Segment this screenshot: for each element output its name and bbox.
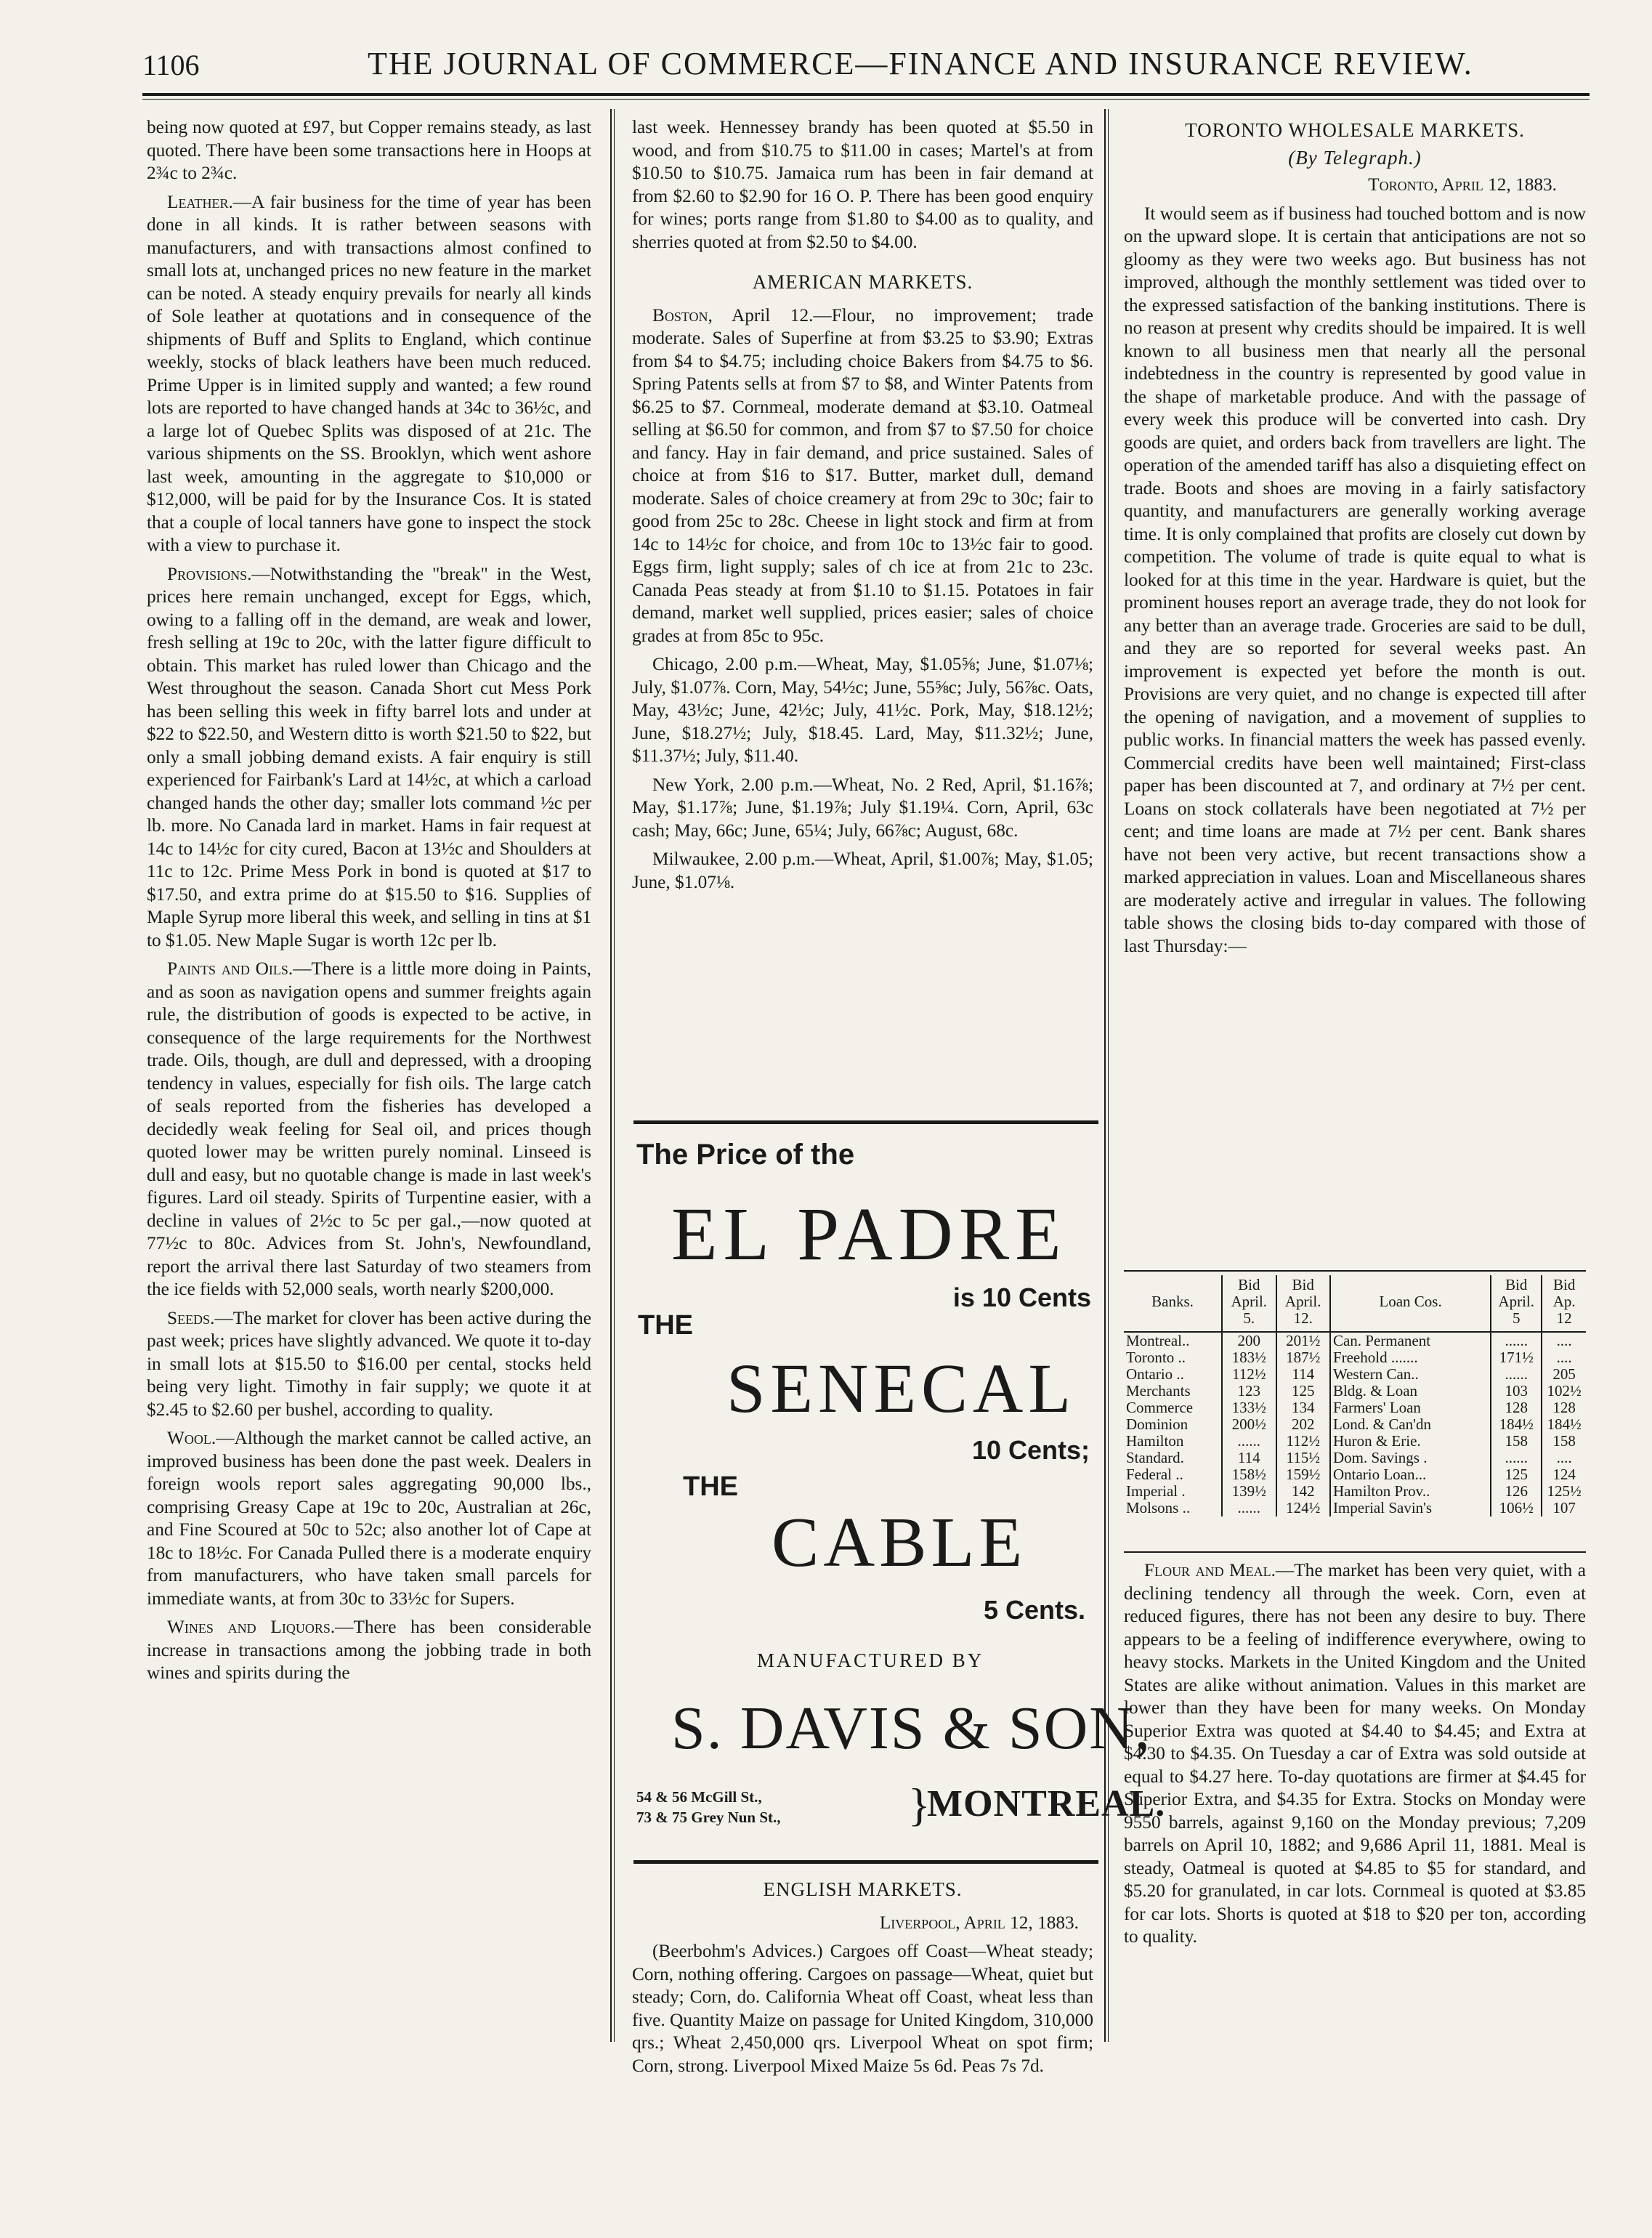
toronto-text: It would seem as if business had touched bottom and is now on the upward slope. It is certain that anticipations are not so gloomy as they were two weeks ago. But business has not improved, although the monthly settlement was tided over to the expressed satisfaction of the banking institutions. There is no reason at present why credits should be impaired. It is well known to all business men that nearly all the personal indebtedness in the country is represented by good value in the shape of marketable produce. And with the passage of every week this produce will be converted into cash. Dry goods are quiet, and orders back from travellers are light. The operation of the amended tariff has also a disquieting effect on trade. Boots and shoes are moving in a fairly satisfactory quantity, and manufacturers are generally working average time. It is only complained that profits are closely cut down by competition. The volume of trade is quite equal to what is looked for at this time in the year. Hardware is quiet, but the prominent houses report an average trade, they do not look for any better than an average trade. Groceries are said to be dull, and they are so reported for several weeks past. An improvement is expected yet before the month is out. Provisions are very quiet, and no change is expected till after the opening of navigation, and a movement of supplies to public works. In financial matters the week has passed evenly. Commercial credits have been well maintained; First-class paper has been discounted at 7, and ordinary at 7½ per cent. Loans on stock collaterals have been negotiated at 7½ per cent; and time loans are made at 7½ per cent. Bank shares have not been very active, but recent transactions show a marked appreciation in values. Loan and Miscellaneous shares are moderately active and irregular in values. The following table shows the closing bids to-day compared with those of last Thursday:— — [1124, 203, 1586, 956]
table-cell: 112½ — [1276, 1433, 1330, 1450]
table-cell: 142 — [1276, 1483, 1330, 1500]
table-cell: 133½ — [1222, 1399, 1276, 1416]
table-cell: 205 — [1542, 1366, 1586, 1383]
ad-address-line-1: 54 & 56 McGill St., — [636, 1788, 762, 1806]
table-row — [1124, 1433, 1586, 1450]
table-cell: Hamilton — [1126, 1433, 1184, 1450]
table-row — [1124, 1500, 1586, 1516]
copper-paragraph: being now quoted at £97, but Copper remains steady, as last quoted. There have been some transactions here in Hoops at 2¾c to 2¾c. — [147, 117, 591, 183]
ad-the: THE — [683, 1471, 738, 1502]
ad-brand-senecal: SENECAL — [726, 1349, 1076, 1427]
table-cell: 102½ — [1542, 1383, 1586, 1399]
table-cell: .... — [1542, 1349, 1586, 1366]
table-cell: Commerce — [1126, 1399, 1194, 1416]
wines-paragraph — [147, 1616, 591, 1685]
table-cell: 202 — [1276, 1416, 1330, 1433]
ad-brand-cable: CABLE — [772, 1503, 1027, 1582]
header-rule-thick — [142, 93, 1590, 96]
table-cell: 158 — [1491, 1433, 1542, 1450]
provisions-paragraph — [147, 563, 591, 953]
table-row — [1124, 1332, 1586, 1349]
table-cell: 184½ — [1491, 1416, 1542, 1433]
english-markets-text: (Beerbohm's Advices.) Cargoes off Coast—Wheat steady; Corn, nothing offering. Cargoes on passage—Wheat, quiet but steady; Corn, do. California Wheat off Coast, wheat less than five. Quantity Maize on passage for United Kingdom, 310,000 qrs.; Wheat 2,450,000 qrs. Liverpool Wheat on spot firm; Corn, strong. Liverpool Mixed Maize 5s 6d. Peas 7s 7d. — [632, 1941, 1093, 2076]
table-cell: Dom. Savings . — [1330, 1450, 1491, 1466]
table-cell: 106½ — [1491, 1500, 1542, 1516]
table-cell: Ontario Loan... — [1330, 1466, 1491, 1483]
page-number: 1106 — [142, 49, 200, 81]
section-label: Provisions. — [167, 563, 252, 584]
city-label: Boston, — [652, 304, 713, 326]
section-label: Flour and Meal. — [1144, 1560, 1276, 1580]
table-body — [1124, 1332, 1586, 1516]
table-cell: Western Can.. — [1330, 1366, 1491, 1383]
wool-paragraph — [147, 1427, 591, 1610]
table-cell: 123 — [1222, 1383, 1276, 1399]
table-cell: 125 — [1276, 1383, 1330, 1399]
toronto-subheading: (By Telegraph.) — [1288, 146, 1422, 169]
table-row — [1124, 1483, 1586, 1500]
table-cell: ...... — [1491, 1366, 1542, 1383]
table-rule-bottom — [1124, 1551, 1586, 1553]
table-cell: ...... — [1222, 1433, 1276, 1450]
table-cell: 158 — [1542, 1433, 1586, 1450]
column-3 — [1124, 116, 1586, 964]
table-cell: ...... — [1222, 1500, 1276, 1516]
leather-paragraph — [147, 191, 591, 557]
column-rule-left — [610, 109, 612, 2042]
section-text: —A fair business for the time of year has been done in all kinds. It is rather between seasons with manufacturers, and with transactions almost confined to small lots at, unchanged prices no new feature in the market can be noted. A steady enquiry prevails for nearly all kinds of Sole leather at quotations and in consequence of the shipments of Buff and Splits to England, which continue weekly, stocks of black leathers have been much reduced. Prime Upper is in limited supply and wanted; a few round lots are reported to have changed hands at 34c to 36½c, and a large lot of Quebec Splits was disposed of at 21c. The various shipments on the SS. Brooklyn, which went ashore last week, amounting in the aggregate to $10,000 or $12,000, will be paid for by the Insurance Cos. It is stated that a couple of local tanners have gone to inspect the stock with a view to purchase it. — [147, 191, 591, 555]
header-bid-apr12-loan: Bid Ap. 12 — [1542, 1275, 1586, 1332]
ad-rule-bottom — [633, 1860, 1098, 1864]
table-cell: 125½ — [1542, 1483, 1586, 1500]
table-cell: 201½ — [1276, 1332, 1330, 1349]
table-cell: 126 — [1491, 1483, 1542, 1500]
table-cell: Molsons .. — [1126, 1500, 1191, 1516]
table-cell: Huron & Erie. — [1330, 1433, 1491, 1450]
section-label: Leather. — [167, 191, 233, 212]
dateline-text: Toronto, April 12, 1883. — [1368, 174, 1557, 195]
table-cell: 124 — [1542, 1466, 1586, 1483]
table-header-row — [1124, 1275, 1586, 1332]
table-cell: 124½ — [1276, 1500, 1330, 1516]
table-cell: 183½ — [1222, 1349, 1276, 1366]
section-label: Seeds. — [167, 1307, 215, 1328]
section-label: Wool. — [167, 1428, 216, 1448]
american-markets-heading: AMERICAN MARKETS. — [752, 271, 973, 293]
header-banks: Banks. — [1124, 1275, 1222, 1332]
table-row — [1124, 1450, 1586, 1466]
ad-brace: } — [908, 1779, 931, 1830]
table-cell: ...... — [1491, 1450, 1542, 1466]
header-rule-thin — [142, 99, 1590, 100]
seeds-paragraph — [147, 1307, 591, 1422]
table-cell: 128 — [1491, 1399, 1542, 1416]
table-cell: 112½ — [1222, 1366, 1276, 1383]
table-cell: 200 — [1222, 1332, 1276, 1349]
table-cell: .... — [1542, 1450, 1586, 1466]
toronto-heading: TORONTO WHOLESALE MARKETS. — [1185, 119, 1525, 141]
table-cell: Ontario .. — [1126, 1366, 1184, 1383]
table-cell: 103 — [1491, 1383, 1542, 1399]
page-header — [142, 45, 1501, 89]
ad-city: MONTREAL. — [927, 1783, 1166, 1825]
section-text: —There has been considerable increase in transactions among the jobbing trade in both wines and spirits during the — [147, 1617, 591, 1683]
flour-and-meal — [1124, 1559, 1586, 1955]
table-cell: .... — [1542, 1332, 1586, 1349]
section-label: Paints and Oils. — [167, 958, 293, 979]
table-cell: 115½ — [1276, 1450, 1330, 1466]
header-loan-cos: Loan Cos. — [1330, 1275, 1491, 1332]
table-cell: 158½ — [1222, 1466, 1276, 1483]
table-cell: Merchants — [1126, 1383, 1191, 1399]
table-cell: Montreal.. — [1126, 1332, 1190, 1349]
ad-brand-el-padre: EL PADRE — [671, 1192, 1067, 1276]
wines-continued-paragraph: last week. Hennessey brandy has been quoted at $5.50 in wood, and from $10.75 to $11.00 in cases; Martel's at from $10.50 to $10.75. Jamaica rum has been in fair demand at from $2.60 to $2.90 for 16 O. P. There has been good enquiry for wines; ports range from $1.80 to $4.00 as to quality, and sherries quoted at from $2.50 to $4.00. — [632, 117, 1093, 252]
ad-address-line-2: 73 & 75 Grey Nun St., — [636, 1809, 781, 1826]
section-label: Wines and Liquors. — [167, 1617, 336, 1637]
paints-paragraph — [147, 958, 591, 1301]
milwaukee-paragraph: Milwaukee, 2.00 p.m.—Wheat, April, $1.00⅞; May, $1.05; June, $1.07⅛. — [632, 849, 1093, 892]
ad-maker: S. DAVIS & SON, — [671, 1694, 1151, 1762]
column-rule-left-2 — [614, 109, 615, 2042]
table-row — [1124, 1383, 1586, 1399]
header-bid-apr12: Bid April. 12. — [1276, 1275, 1330, 1332]
toronto-dateline — [1124, 174, 1586, 197]
english-markets-heading: ENGLISH MARKETS. — [763, 1878, 963, 1900]
bank-shares-table — [1124, 1275, 1586, 1516]
table-cell: 114 — [1222, 1450, 1276, 1466]
journal-title: THE JOURNAL OF COMMERCE—FINANCE AND INSURANCE REVIEW. — [368, 46, 1473, 81]
english-markets — [632, 1878, 1093, 2083]
table-row — [1124, 1416, 1586, 1433]
boston-text: April 12.—Flour, no improvement; trade moderate. Sales of Superfine at from $3.25 to $3.90; Extras from $4 to $4.75; including choice Bakers from $4.75 to $6. Spring Patents sells at from $7 to $8, and Winter Patents from $6.25 to $7. Cornmeal, moderate demand at $3.10. Oatmeal selling at $6.50 for common, and from $7 to $7.50 for choice and fancy. Hay in fair demand, and price sustained. Sales of choice at from $16 to $17. Butter, market dull, demand moderate. Sales of choice creamery at from 29c to 30c; fair to good from 25c to 28c. Cheese in light stock and firm at from 14c to 14½c for choice, and from 10c to 13½c fair to good. Eggs firm, light supply; sales of ch ice at from 21c to 23c. Canada Peas steady at from $1.10 to $1.15. Potatoes in fair demand, market well supplied, prices easier; sales of choice grades at from 85c to 95c. — [632, 304, 1093, 646]
english-dateline — [632, 1912, 1093, 1935]
table-cell: 125 — [1491, 1466, 1542, 1483]
table-cell: Hamilton Prov.. — [1330, 1483, 1491, 1500]
table-cell: 134 — [1276, 1399, 1330, 1416]
ad-price-of-the: The Price of the — [636, 1139, 855, 1171]
table-cell: Toronto .. — [1126, 1349, 1186, 1366]
ad-the: THE — [638, 1310, 693, 1341]
ad-manufactured-by: MANUFACTURED BY — [757, 1649, 984, 1671]
flour-paragraph — [1124, 1559, 1586, 1949]
section-text: —The market has been very quiet, with a declining tendency all through the week. Corn, even at reduced figures, there has not been any desire to buy. There appears to be a feeling of indifference everywhere, owing to heavy stocks. Markets in the United Kingdom and the United States are alike without animation. Values in this market are lower than they have been for many weeks. On Monday Superior Extra was quoted at $4.40 to $4.45; and Extra at $4.30 to $4.35. On Tuesday a car of Extra was sold outside at equal to $4.27 here. To-day quotations are firmer at $4.45 for Superior Extra, and $4.35 for Extra. Stocks on Monday were 9550 barrels, against 9,160 on the Monday previous; 7,209 barrels on April 10, 1882; and 9,686 April 11, 1881. Meal is steady, Oatmeal is quoted at $4.85 to $5 for standard, and $5.20 for granulated, in car lots. Cornmeal is quoted at $3.85 for car lots. Shorts is quoted at $18 to $20 per ton, according to quality. — [1124, 1560, 1586, 1947]
section-text: —Although the market cannot be called active, an improved business has been done the past week. Dealers in foreign wools report sales aggregating 90,000 lbs., comprising Greasy Cape at 19c to 20c, Australian at 26c, and Fine Scoured at 50c to 52c; also another lot of Cape at 18c to 18½c. For Canada Pulled there is a moderate enquiry from manufacturers, who have taken small parcels for immediate wants, at from 30c to 33½c for Supers. — [147, 1428, 591, 1609]
section-text: —There is a little more doing in Paints, and as soon as navigation opens and summer freights again rule, the distribution of goods is expected to be active, in consequence of the large requirements for the Northwest trade. Oils, though, are dull and depressed, with a drooping tendency in values, especially for fish oils. The large catch of seals reported from the fisheries has developed a decidedly weak feeling for Seal oil, and prices though quoted lower may be written purely nominal. Linseed is dull and easy, but no quotable change is made in last week's figures. Lard oil steady. Spirits of Turpentine easier, with a decline in values of 2½c to 5c per gal.,—now quoted at 77½c to 80c. Advices from St. John's, Newfoundland, report the arrival there last Saturday of two steamers from the ice fields with 52,000 seals, worth nearly $200,000. — [147, 958, 591, 1299]
table-cell: 107 — [1542, 1500, 1586, 1516]
ad-rule-top — [633, 1120, 1098, 1124]
table-row — [1124, 1466, 1586, 1483]
ad-price-senecal: 10 Cents; — [971, 1435, 1090, 1465]
table-rule-top — [1124, 1270, 1586, 1272]
chicago-paragraph: Chicago, 2.00 p.m.—Wheat, May, $1.05⅝; June, $1.07⅛; July, $1.07⅞. Corn, May, 54½c; June, 55⅝c; July, 56⅞c. Oats, May, 43½c; June, 42½c; July, 41½c. Pork, May, $18.12½; June, $18.27½; July, $18.45. Lard, May, $11.32½; June, $11.37½; July, $11.40. — [632, 654, 1093, 766]
table-cell: Imperial Savin's — [1330, 1500, 1491, 1516]
section-text: —The market for clover has been active during the past week; prices have slightly advanced. We quote it to-day in small lots at $15.50 to $16.00 per cental, stocks held being very light. Timothy in fair supply; we quote it at $2.45 to $2.60 per bushel, according to quality. — [147, 1307, 591, 1420]
table-row — [1124, 1399, 1586, 1416]
table-cell: 184½ — [1542, 1416, 1586, 1433]
ad-price-cable: 5 Cents. — [983, 1595, 1085, 1625]
table-cell: 187½ — [1276, 1349, 1330, 1366]
table-cell: 114 — [1276, 1366, 1330, 1383]
table-cell: Bldg. & Loan — [1330, 1383, 1491, 1399]
table-cell: Lond. & Can'dn — [1330, 1416, 1491, 1433]
table-cell: Freehold ....... — [1330, 1349, 1491, 1366]
table-cell: 159½ — [1276, 1466, 1330, 1483]
table-row — [1124, 1366, 1586, 1383]
table-cell: ...... — [1491, 1332, 1542, 1349]
table-cell: Standard. — [1126, 1450, 1184, 1466]
table-cell: Imperial . — [1126, 1483, 1186, 1500]
header-bid-apr5: Bid April. 5. — [1222, 1275, 1276, 1332]
table-cell: Farmers' Loan — [1330, 1399, 1491, 1416]
table-cell: 139½ — [1222, 1483, 1276, 1500]
table-cell: Can. Permanent — [1330, 1332, 1491, 1349]
dateline-text: Liverpool, April 12, 1883. — [879, 1912, 1079, 1933]
column-1 — [147, 116, 591, 1691]
table-cell: Dominion — [1126, 1416, 1189, 1433]
ad-price-el-padre: is 10 Cents — [952, 1282, 1091, 1312]
section-text: —Notwithstanding the "break" in the West, prices here remain unchanged, except for Eggs, which, owing to a falling off in the demand, are weak and lower, fresh selling at 19c to 20c, with the latter figure difficult to obtain. This market has ruled lower than Chicago and the West throughout the season. Canada Short cut Mess Pork has been selling this week in fifty barrel lots and under at $22 to $22.50, and Western ditto is worth $21.50 to $22, but only a small jobbing demand exists. A fair enquiry is still experienced for Fairbank's Lard at 14½c, at which a carload changed hands the other day; smaller lots command ½c per lb. more. No Canada lard in market. Hams in fair request at 14c to 14½c for city cured, Bacon at 13½c and Shoulders at 11c to 12c. Prime Mess Pork in bond is quoted at $17 to $17.50, and extra prime do at $15.50 to $16. Supplies of Maple Syrup more liberal this week, and selling in tins at $1 to $1.05. New Maple Sugar is worth 12c per lb. — [147, 563, 591, 950]
table-cell: 171½ — [1491, 1349, 1542, 1366]
table-row — [1124, 1349, 1586, 1366]
boston-paragraph — [632, 304, 1093, 648]
header-bid-apr5-loan: Bid April. 5 — [1491, 1275, 1542, 1332]
column-2 — [632, 116, 1093, 900]
newyork-paragraph: New York, 2.00 p.m.—Wheat, No. 2 Red, April, $1.16⅞; May, $1.17⅞; June, $1.19⅞; July $1.19¼. Corn, April, 63c cash; May, 66c; June, 65¼; July, 66⅞c; August, 68c. — [632, 774, 1093, 841]
table-cell: 200½ — [1222, 1416, 1276, 1433]
table-cell: 128 — [1542, 1399, 1586, 1416]
table-cell: Federal .. — [1126, 1466, 1183, 1483]
